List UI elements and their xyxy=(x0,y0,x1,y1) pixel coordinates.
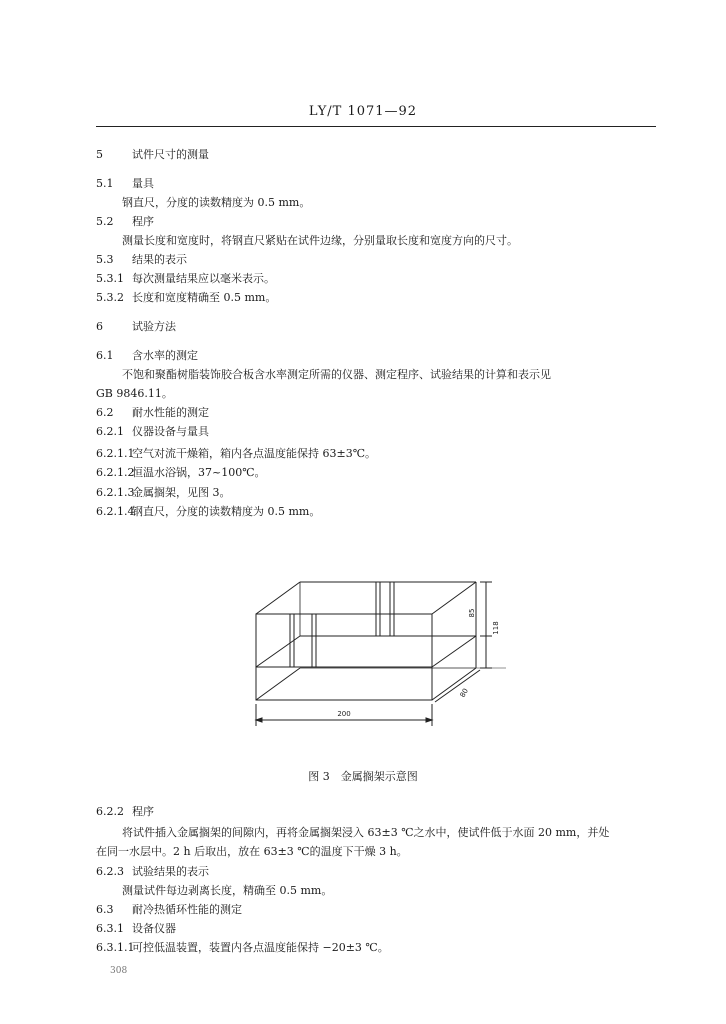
figure-caption: 图 3 金属搁架示意图 xyxy=(308,770,418,783)
text-line xyxy=(96,845,408,859)
section-number: 6.3.1.1 xyxy=(96,941,135,954)
text-line xyxy=(96,884,332,898)
line-text: 设备仪器 xyxy=(132,922,176,935)
line-text: 程序 xyxy=(132,215,154,228)
text-line xyxy=(96,486,231,500)
section-number: 6.2.1.1 xyxy=(96,447,135,460)
section-number: 6.2.1.4 xyxy=(96,505,135,518)
line-text: 结果的表示 xyxy=(132,253,187,266)
text-line xyxy=(96,903,242,917)
text-line xyxy=(96,148,209,162)
section-number: 5.3 xyxy=(96,253,114,266)
section-number: 6.3 xyxy=(96,903,114,916)
text-line xyxy=(96,805,154,819)
section-number: 6.2 xyxy=(96,406,114,419)
line-text: 测量试件每边剥离长度，精确至 0.5 mm。 xyxy=(122,884,333,897)
section-number: 6.2.1 xyxy=(96,425,124,438)
section-number: 5.3.1 xyxy=(96,272,124,285)
text-line xyxy=(96,272,275,286)
text-line xyxy=(96,865,209,879)
section-number: 6.2.1.3 xyxy=(96,486,135,499)
header-standard-code: LY/T 1071—92 xyxy=(308,104,418,119)
text-line xyxy=(96,826,609,840)
section-number: 6.3.1 xyxy=(96,922,124,935)
line-text: 每次测量结果应以毫米表示。 xyxy=(132,272,275,285)
line-text: GB 9846.11。 xyxy=(96,387,173,400)
line-text: 不饱和聚酯树脂装饰胶合板含水率测定所需的仪器、测定程序、试验结果的计算和表示见 xyxy=(122,368,551,381)
text-line xyxy=(96,425,209,439)
text-line xyxy=(96,320,176,334)
section-number: 5 xyxy=(96,148,103,161)
line-text: 耐水性能的测定 xyxy=(132,406,209,419)
line-text: 可控低温装置，装置内各点温度能保持 −20±3 ℃。 xyxy=(132,941,389,954)
text-line xyxy=(96,447,376,461)
line-text: 空气对流干燥箱，箱内各点温度能保持 63±3℃。 xyxy=(132,447,377,460)
line-text: 测量长度和宽度时，将钢直尺紧贴在试件边缘，分别量取长度和宽度方向的尺寸。 xyxy=(122,234,518,247)
section-number: 6 xyxy=(96,320,103,333)
line-text: 金属搁架，见图 3。 xyxy=(132,486,231,499)
section-number: 6.2.1.2 xyxy=(96,466,135,479)
text-line xyxy=(96,387,173,401)
text-line xyxy=(96,291,276,305)
page-number: 308 xyxy=(110,966,128,976)
header-rule xyxy=(96,126,656,127)
line-text: 量具 xyxy=(132,177,154,190)
figure-metal-rack xyxy=(230,570,510,750)
section-number: 5.1 xyxy=(96,177,114,190)
text-line xyxy=(96,349,198,363)
text-line xyxy=(96,505,320,519)
text-line xyxy=(96,941,389,955)
line-text: 程序 xyxy=(132,805,154,818)
line-text: 含水率的测定 xyxy=(132,349,198,362)
dim-length-label: 200 xyxy=(337,710,351,718)
section-number: 5.2 xyxy=(96,215,114,228)
line-text: 仪器设备与量具 xyxy=(132,425,209,438)
text-line xyxy=(96,215,154,229)
section-number: 5.3.2 xyxy=(96,291,124,304)
line-text: 钢直尺，分度的读数精度为 0.5 mm。 xyxy=(122,196,311,209)
line-text: 恒温水浴锅，37~100℃。 xyxy=(132,466,266,479)
text-line xyxy=(96,177,154,191)
text-line xyxy=(96,234,518,248)
line-text: 在同一水层中。2 h 后取出，放在 63±3 ℃的温度下干燥 3 h。 xyxy=(96,845,408,858)
text-line xyxy=(96,406,209,420)
dim-height-inner-label: 85 xyxy=(468,608,476,618)
text-line xyxy=(96,196,310,210)
text-line xyxy=(96,253,187,267)
section-number: 6.1 xyxy=(96,349,114,362)
dim-depth-label: 80 xyxy=(458,687,470,699)
line-text: 耐冷热循环性能的测定 xyxy=(132,903,242,916)
line-text: 试验结果的表示 xyxy=(132,865,209,878)
rack-front-face xyxy=(256,614,432,700)
line-text: 试件尺寸的测量 xyxy=(132,148,209,161)
text-line xyxy=(96,466,266,480)
text-line xyxy=(96,368,551,382)
line-text: 试验方法 xyxy=(132,320,176,333)
line-text: 将试件插入金属搁架的间隙内，再将金属搁架浸入 63±3 ℃之水中，使试件低于水面 20 mm，并处 xyxy=(122,826,610,839)
text-line xyxy=(96,922,176,936)
section-number: 6.2.2 xyxy=(96,805,124,818)
section-number: 6.2.3 xyxy=(96,865,124,878)
line-text: 长度和宽度精确至 0.5 mm。 xyxy=(132,291,277,304)
line-text: 钢直尺，分度的读数精度为 0.5 mm。 xyxy=(132,505,321,518)
dim-height-total-label: 118 xyxy=(492,621,500,635)
